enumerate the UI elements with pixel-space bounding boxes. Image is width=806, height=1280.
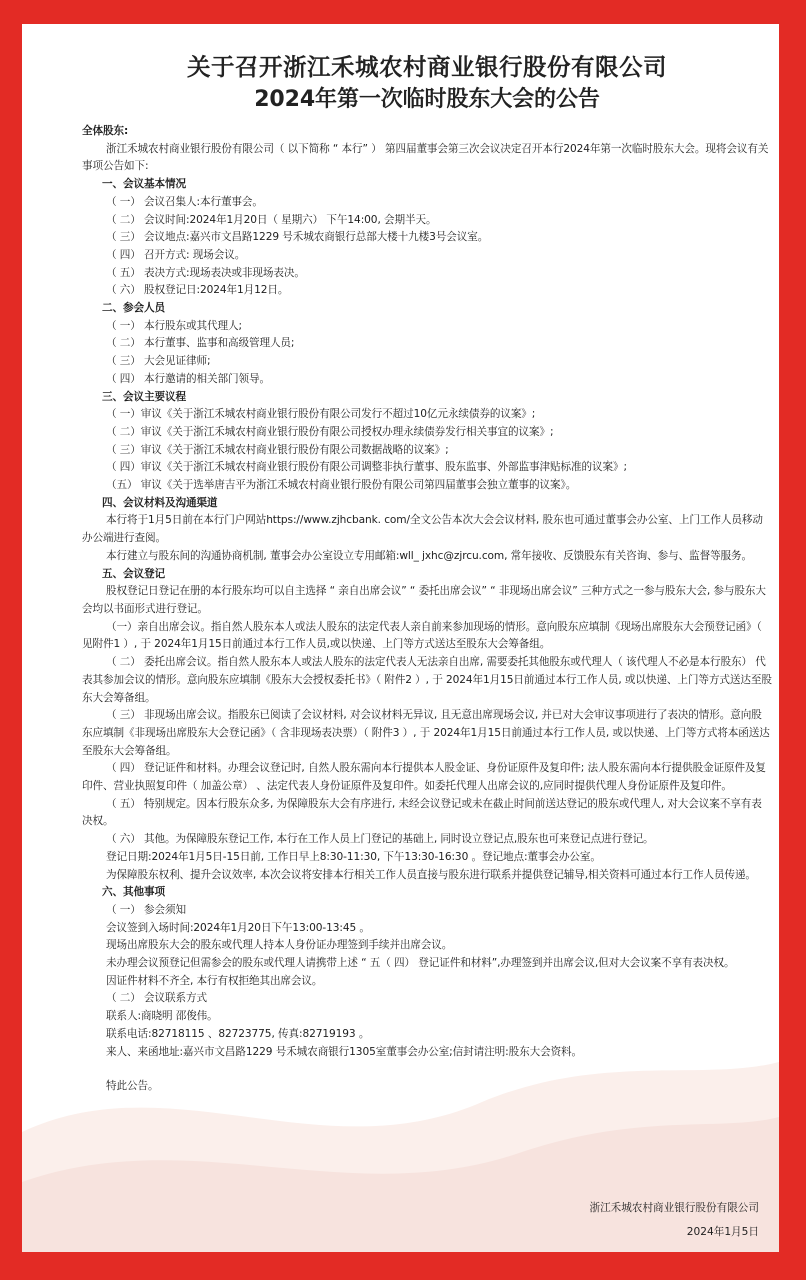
section-6-paragraph: 会议签到入场时间:2024年1月20日下午13:00-13:45 。 <box>106 921 370 934</box>
section-2-heading: 二、参会人员 <box>102 302 165 315</box>
section-5-paragraph: 登记日期:2024年1月5日-15日前, 工作日早上8:30-11:30, 下午13:30-16:30 。登记地点:董事会办公室。 <box>106 850 601 863</box>
section-5-paragraph: （ 五） 特别规定。因本行股东众多, 为保障股东大会有序进行, 未经会议登记或未在截止时间前送达登记的股东或代理人, 对大会议案不享有表决权。 <box>82 797 762 828</box>
section-5-paragraph: （ 六） 其他。为保障股东登记工作, 本行在工作人员上门登记的基础上, 同时设立登记点,股东也可来登记点进行登记。 <box>106 833 654 846</box>
section-6-paragraph: 因证件材料不齐全, 本行有权拒绝其出席会议。 <box>106 974 323 987</box>
notice-sheet <box>22 24 779 1252</box>
section-5-paragraph: （ 二） 委托出席会议。指自然人股东本人或法人股东的法定代表人无法亲自出席, 需要委托其他股东或代理人（ 该代理人不必是本行股东） 代表其参加会议的情形。意向股东应填制《股东大会授权委托书》（ 附件2 ）, 于 2024年1月15日前通过本行工作人员, 或以快递、上门等方式送达至股东大会筹备组。 <box>82 656 772 704</box>
section-5-paragraph: 股权登记日登记在册的本行股东均可以自主选择 “ 亲自出席会议” “ 委托出席会议” “ 非现场出席会议” 三种方式之一参与股东大会, 参与股东大会均以书面形式进行登记。 <box>82 585 766 615</box>
intro-paragraph: 浙江禾城农村商业银行股份有限公司（ 以下简称 “ 本行” ） 第四届董事会第三次会议决定召开本行2024年第一次临时股东大会。现将会议有关事项公告如下: <box>82 142 769 173</box>
section-2-item: （ 一） 本行股东或其代理人; <box>106 319 242 332</box>
title-line-2: 2024年第一次临时股东大会的公告 <box>254 87 600 112</box>
section-6-paragraph: 联系电话:82718115 、82723775, 传真:82719193 。 <box>106 1027 370 1040</box>
section-3-item: （ 三）审议《关于浙江禾城农村商业银行股份有限公司数据战略的议案》; <box>106 443 449 456</box>
section-5-paragraph: 为保障股东权利、提升会议效率, 本次会议将安排本行相关工作人员直接与股东进行联系并提供登记辅导,相关资料可通过本行工作人员传递。 <box>106 868 756 881</box>
section-6-paragraph: 现场出席股东大会的股东或代理人持本人身份证办理签到手续并出席会议。 <box>106 939 453 952</box>
section-2-item: （ 四） 本行邀请的相关部门领导。 <box>106 372 270 385</box>
section-6-paragraph: 联系人:商晓明 邵俊伟。 <box>106 1010 218 1023</box>
section-6-paragraph: 未办理会议预登记但需参会的股东或代理人请携带上述 “ 五（ 四） 登记证件和材料”,办理签到并出席会议,但对大会议案不享有表决权。 <box>106 957 735 970</box>
section-3-heading: 三、会议主要议程 <box>102 390 186 403</box>
section-6-subheading: （ 一） 参会须知 <box>106 903 186 916</box>
signature-org: 浙江禾城农村商业银行股份有限公司 <box>589 1202 759 1214</box>
section-6-subheading: （ 二） 会议联系方式 <box>106 992 207 1005</box>
section-2-item: （ 二） 本行董事、监事和高级管理人员; <box>106 337 295 350</box>
section-3-item: （ 四）审议《关于浙江禾城农村商业银行股份有限公司调整非执行董事、股东监事、外部监事津贴标准的议案》; <box>106 461 627 474</box>
section-1-heading: 一、会议基本情况 <box>102 178 186 191</box>
section-4-heading: 四、会议材料及沟通渠道 <box>102 496 218 509</box>
section-4-paragraph: 本行建立与股东间的沟通协商机制, 董事会办公室设立专用邮箱:wll_ jxhc@zjrcu.com, 常年接收、反馈股东有关咨询、参与、监督等服务。 <box>106 549 753 562</box>
section-3-item: （五） 审议《关于选举唐吉平为浙江禾城农村商业银行股份有限公司第四届董事会独立董事的议案》。 <box>106 479 577 492</box>
closing-text: 特此公告。 <box>106 1080 159 1093</box>
section-5-paragraph: （一）亲自出席会议。指自然人股东本人或法人股东的法定代表人亲自前来参加现场的情形。意向股东应填制《现场出席股东大会预登记函》（ 见附件1 ）, 于 2024年1月15日前通过本行工作人员,或以快递、上门等方式送达至股东大会筹备组。 <box>82 620 762 651</box>
section-1-item: （ 五） 表决方式:现场表决或非现场表决。 <box>106 266 305 279</box>
signature-date: 2024年1月5日 <box>686 1226 759 1238</box>
section-1-item: （ 一） 会议召集人:本行董事会。 <box>106 195 263 208</box>
section-1-item: （ 六） 股权登记日:2024年1月12日。 <box>106 284 289 297</box>
section-3-item: （ 二）审议《关于浙江禾城农村商业银行股份有限公司授权办理永续债券发行相关事宜的议案》; <box>106 425 554 438</box>
section-6-heading: 六、其他事项 <box>102 886 165 899</box>
section-5-heading: 五、会议登记 <box>102 567 165 580</box>
section-5-paragraph: （ 三） 非现场出席会议。指股东已阅读了会议材料, 对会议材料无异议, 且无意出席现场会议, 并已对大会审议事项进行了表决的情形。意向股东应填制《非现场出席股东大会登记函》（ 含非现场表决票）（ 附件3 ）, 于 2024年1月15日前通过本行工作人员, 或以快递、上门等方式将本函送达至股东大会筹备组。 <box>82 709 770 757</box>
signature-block <box>359 1196 759 1244</box>
section-1-item: （ 二） 会议时间:2024年1月20日（ 星期六） 下午14:00, 会期半天。 <box>106 213 437 226</box>
section-3-item: （ 一）审议《关于浙江禾城农村商业银行股份有限公司发行不超过10亿元永续债券的议案》; <box>106 408 536 421</box>
section-1-item: （ 三） 会议地点:嘉兴市文昌路1229 号禾城农商银行总部大楼十九楼3号会议室。 <box>106 231 489 244</box>
section-2-item: （ 三） 大会见证律师; <box>106 355 211 368</box>
title-line-1: 关于召开浙江禾城农村商业银行股份有限公司 <box>187 53 667 81</box>
notice-content <box>82 52 772 1096</box>
section-1-item: （ 四） 召开方式: 现场会议。 <box>106 248 246 261</box>
section-5-paragraph: （ 四） 登记证件和材料。办理会议登记时, 自然人股东需向本行提供本人股金证、身份证原件及复印件; 法人股东需向本行提供股金证原件及复印件、营业执照复印件（ 加盖公章） 、法定代表人身份证原件及复印件。如委托代理人出席会议的,应同时提供代理人身份证原件及复印件。 <box>82 762 766 793</box>
section-4-paragraph: 本行将于1月5日前在本行门户网站https://www.zjhcbank. com/全文公告本次大会会议材料, 股东也可通过董事会办公室、上门工作人员移动办公端进行查阅。 <box>82 514 763 545</box>
section-6-paragraph: 来人、来函地址:嘉兴市文昌路1229 号禾城农商银行1305室董事会办公室;信封请注明:股东大会资料。 <box>106 1045 583 1058</box>
salutation: 全体股东: <box>82 125 129 137</box>
